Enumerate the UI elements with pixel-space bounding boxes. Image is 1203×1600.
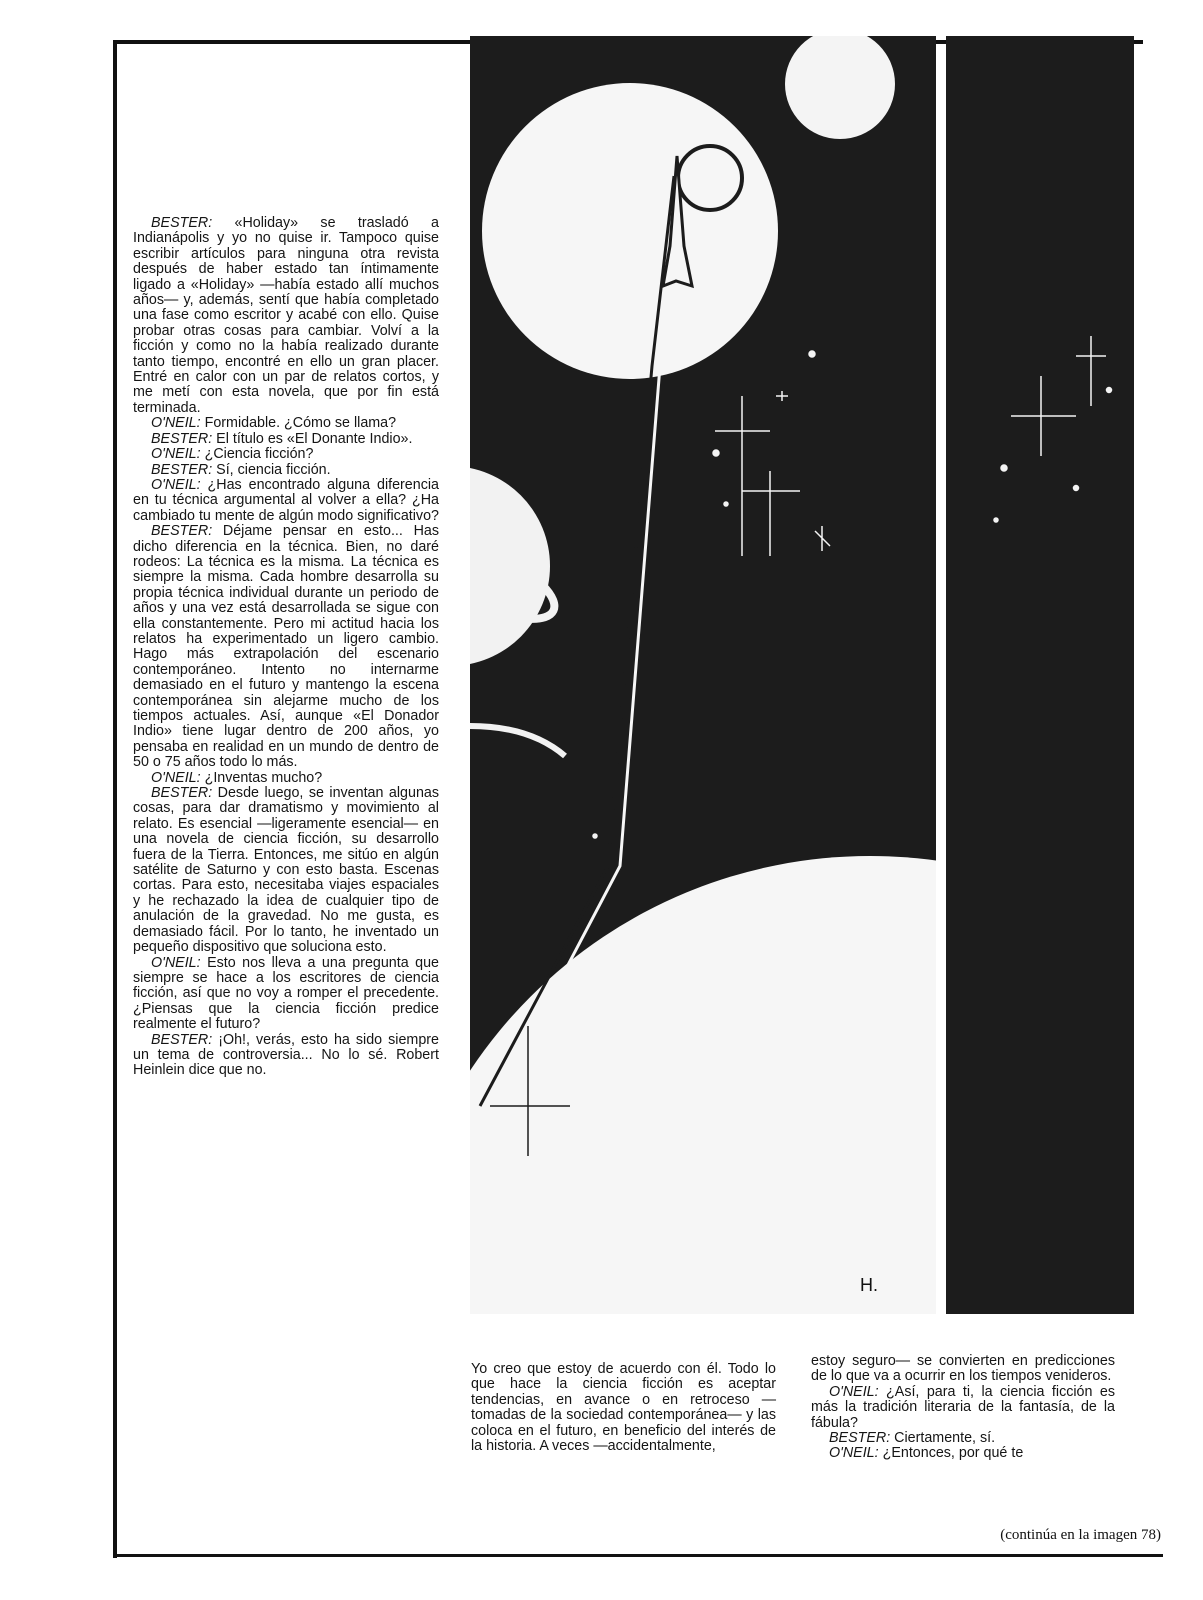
speaker-label: BESTER:	[151, 215, 213, 231]
paragraph-text: ¿Inventas mucho?	[204, 769, 323, 786]
paragraph	[133, 786, 439, 955]
paragraph-text: Déjame pensar en esto... Has dicho diferencia en la técnica. Bien, no daré rodeos: La técnica es la misma. La técnica es siempre la misma. Cada hombre desarrolla su propia técnica individual durante un periodo de años y una vez está desarrollada se sigue con ella constantemente. Pero mi actitud hacia los relatos ha experimentado un ligero cambio. Hago más extrapolación del escenario contemporáneo. Intento no internarme demasiado en el futuro y mantengo la escena contemporánea sin alejarme mucho de los tiempos actuales. Así, aunque «El Donador Indio» tiene lugar dentro de 200 años, yo pensaba en realidad en un mundo de dentro de 50 o 75 años todo lo más.	[133, 523, 439, 771]
paragraph	[471, 1362, 776, 1454]
middle-text-column	[471, 1362, 776, 1454]
paragraph	[133, 478, 439, 524]
speaker-label: O'NEIL:	[151, 476, 201, 493]
paragraph	[133, 771, 439, 786]
paragraph	[811, 1385, 1115, 1431]
paragraph-text: Esto nos lleva a una pregunta que siempre se hace a los escritores de ciencia ficción, así que no voy a romper el precedente. ¿Piensas que la ciencia ficción predice realmente el futuro?	[133, 954, 439, 1033]
paragraph-text: Sí, ciencia ficción.	[216, 461, 331, 478]
right-text-column	[811, 1354, 1115, 1462]
continuation-note: (continúa en la imagen 78)	[1000, 1527, 1161, 1543]
speaker-label: O'NEIL:	[151, 446, 201, 463]
paragraph-text: ¿Ciencia ficción?	[204, 446, 314, 463]
paragraph	[811, 1354, 1115, 1385]
paragraph	[133, 524, 439, 771]
speaker-label: O'NEIL:	[151, 769, 201, 786]
side-space-panel	[946, 36, 1134, 1314]
paragraph-text: ¿Así, para ti, la ciencia ficción es más la tradición literaria de la fantasía, de la fábula?	[811, 1383, 1115, 1431]
crescent-arc	[470, 726, 565, 756]
paragraph	[811, 1446, 1115, 1461]
paragraph	[133, 1033, 439, 1079]
big-moon-shape	[482, 83, 778, 379]
paragraph	[133, 216, 439, 416]
paragraph	[133, 416, 439, 431]
paragraph-text: El título es «El Donante Indio».	[216, 430, 413, 447]
paragraph-text: Desde luego, se inventan algunas cosas, para dar dramatismo y movimiento al relato. Es esencial —ligeramente esencial— en una novela de ciencia ficción, su desarrollo fuera de la Tierra. Entonces, me sitúo en algún satélite de Saturno y con esto basta. Escenas cortas. Para esto, necesitaba viajes espaciales y he rechazado la idea de cualquier tipo de anulación de la gravedad. No me gusta, es demasiado fácil. Por lo tanto, he inventado un pequeño dispositivo que soluciona esto.	[133, 785, 439, 956]
small-moon-shape	[785, 36, 895, 139]
speaker-label: O'NEIL:	[151, 954, 201, 971]
speaker-label: BESTER:	[151, 523, 213, 540]
side-stars-svg	[946, 36, 1134, 1314]
paragraph	[811, 1431, 1115, 1446]
paragraph-text: Formidable. ¿Cómo se llama?	[204, 415, 397, 432]
paragraph-text: ¿Has encontrado alguna diferencia en tu técnica argumental al volver a ella? ¿Ha cambiado tu mente de algún modo significativo?	[133, 476, 439, 524]
speaker-label: BESTER:	[829, 1430, 891, 1447]
space-illustration	[470, 36, 936, 1314]
paragraph-text: Ciertamente, sí.	[894, 1430, 996, 1447]
space-scene-svg	[470, 36, 936, 1314]
speaker-label: BESTER:	[151, 430, 213, 447]
speaker-label: O'NEIL:	[829, 1383, 879, 1400]
speaker-label: BESTER:	[151, 1031, 213, 1048]
page-frame-left	[113, 40, 117, 1558]
speaker-label: BESTER:	[151, 785, 213, 802]
speaker-label: O'NEIL:	[829, 1445, 879, 1462]
paragraph	[133, 447, 439, 462]
large-planet-shape	[470, 856, 936, 1314]
speaker-label: BESTER:	[151, 461, 213, 478]
paragraph	[133, 956, 439, 1033]
paragraph-text: estoy seguro— se convierten en predicciones de lo que va a ocurrir en los tiempos venideros.	[811, 1353, 1115, 1385]
speaker-label: O'NEIL:	[151, 415, 201, 432]
paragraph	[133, 463, 439, 478]
paragraph	[133, 432, 439, 447]
paragraph-text: Yo creo que estoy de acuerdo con él. Todo lo que hace la ciencia ficción es aceptar tendencias, en avance o en retroceso —tomadas de la sociedad contemporánea— y las coloca en el futuro, en beneficio del interés de la historia. A veces —accidentalmente,	[471, 1361, 776, 1455]
artist-signature: H.	[860, 1275, 878, 1295]
page-frame-bottom	[113, 1554, 1163, 1557]
paragraph-text: ¡Oh!, verás, esto ha sido siempre un tema de controversia... No lo sé. Robert Heinlein dice que no.	[133, 1031, 439, 1079]
paragraph-text: ¿Entonces, por qué te	[882, 1445, 1024, 1462]
paragraph-text: «Holiday» se trasladó a Indianápolis y yo no quise ir. Tampoco quise escribir artículos para ninguna otra revista después de haber estado tan íntimamente ligado a «Holiday» —había estado allí muchos años— y, además, sentí que había completado una fase como escritor y acabé con ello. Quise probar otras cosas para cambiar. Volví a la ficción y como no la había realizado durante tanto tiempo, encontré en ello un gran placer. Entré en calor con un par de relatos cortos, y me metí con esta novela, que por fin está terminada.	[133, 215, 439, 416]
left-text-column	[133, 216, 439, 1079]
